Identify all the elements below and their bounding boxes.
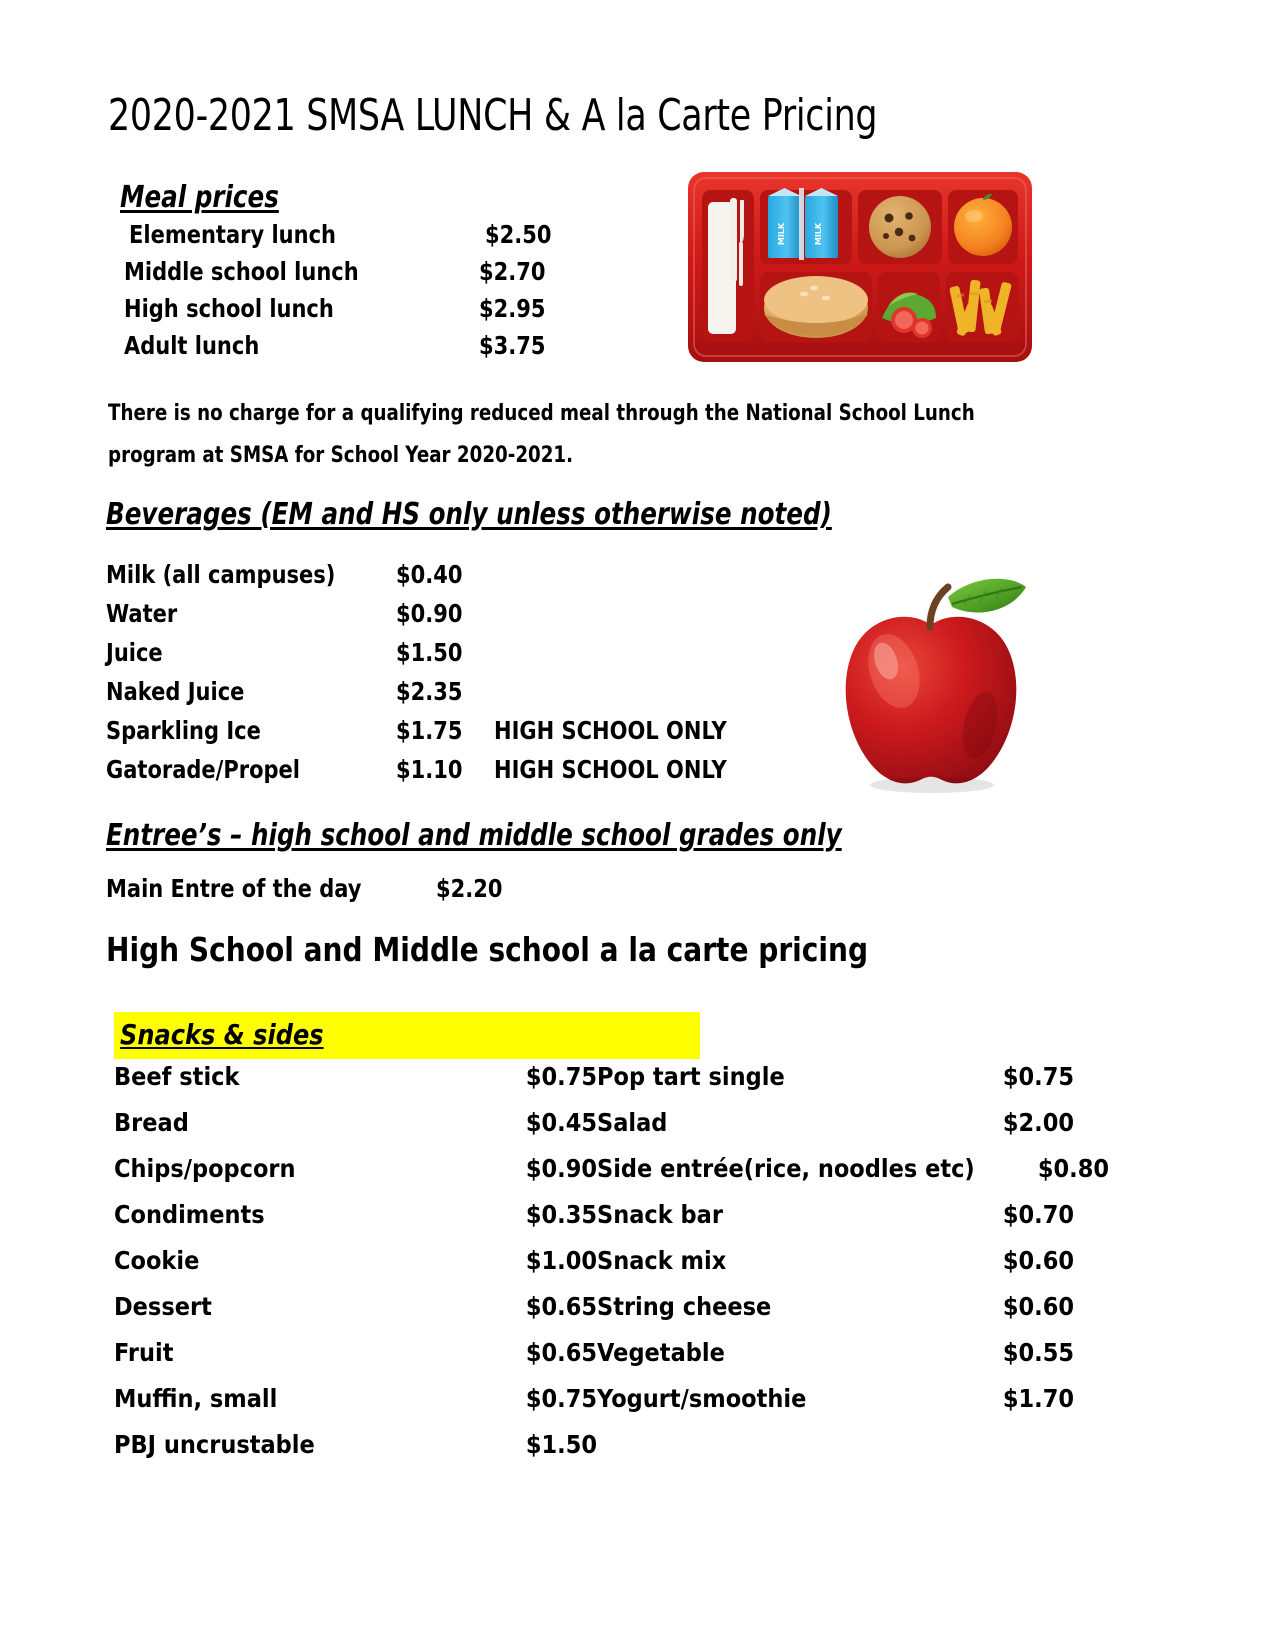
beverage-row [106,599,906,638]
snack-item-left [114,1430,597,1459]
beverage-row [106,677,906,716]
beverage-label: Naked Juice [106,677,245,706]
entree-label: Main Entre of the day [106,874,362,903]
beverage-note: HIGH SCHOOL ONLY [494,716,727,745]
beverage-row [106,638,906,677]
snack-label: Dessert [114,1292,212,1321]
lunch-tray-photo [686,168,1034,366]
snack-item-right [597,1292,1074,1321]
entree-row [106,874,515,903]
snack-price: $0.75 [1002,1062,1074,1091]
meal-price-row [124,331,594,368]
snack-price: $0.60 [1002,1292,1074,1321]
snack-item-right [597,1246,1074,1275]
table-row [114,1246,1074,1292]
snack-label: Muffin, small [114,1384,278,1413]
snack-label: Condiments [114,1200,265,1229]
beverage-label: Gatorade/Propel [106,755,301,784]
snack-label: Bread [114,1108,189,1137]
snack-item-left [114,1338,597,1367]
beverage-price: $1.50 [396,638,463,667]
svg-text:MILK: MILK [814,222,823,246]
snack-label: Snack bar [597,1200,723,1229]
snack-label: PBJ uncrustable [114,1430,315,1459]
section-heading-entrees: Entree’s – high school and middle school grades only [106,818,842,853]
snack-item-right [597,1338,1074,1367]
snack-label: String cheese [597,1292,772,1321]
table-row [114,1384,1074,1430]
snack-item-right [597,1154,1109,1183]
beverage-label: Milk (all campuses) [106,560,336,589]
beverage-price: $0.90 [396,599,463,628]
snack-label: Beef stick [114,1062,240,1091]
meal-price-value: $3.75 [479,331,546,360]
snack-item-right [597,1108,1074,1137]
section-heading-meal-prices: Meal prices [120,180,279,215]
entree-price: $2.20 [436,874,503,903]
snack-item-left [114,1292,597,1321]
meal-price-value: $2.50 [485,220,552,249]
snack-price: $0.90 [525,1154,597,1183]
table-row [114,1292,1074,1338]
meal-price-label: High school lunch [124,294,334,323]
snack-price: $0.55 [1002,1338,1074,1367]
table-row [114,1338,1074,1384]
section-heading-beverages: Beverages (EM and HS only unless otherwise noted) [106,497,832,532]
reduced-meal-notice [108,393,1083,477]
snack-item-left [114,1062,597,1091]
beverage-row [106,755,906,794]
meal-price-row [124,220,594,257]
section-heading-alacarte: High School and Middle school a la carte pricing [106,930,869,969]
snack-item-left [114,1108,597,1137]
notice-line-1: There is no charge for a qualifying reduced meal through the National School Lunch [108,401,975,426]
snack-label: Side entrée(rice, noodles etc) [597,1154,975,1183]
beverage-row [106,716,906,755]
snack-label: Yogurt/smoothie [597,1384,807,1413]
beverage-label: Juice [106,638,163,667]
snack-item-right [597,1384,1074,1413]
beverage-note: HIGH SCHOOL ONLY [494,755,727,784]
meal-price-value: $2.70 [479,257,546,286]
snack-price: $0.60 [1002,1246,1074,1275]
meal-price-row [124,294,594,331]
meal-price-label: Elementary lunch [129,220,336,249]
snack-price: $0.80 [1037,1154,1109,1183]
meal-price-label: Middle school lunch [124,257,359,286]
apple-photo [812,575,1044,797]
beverage-price: $2.35 [396,677,463,706]
svg-text:MILK: MILK [777,222,786,246]
notice-line-2: program at SMSA for School Year 2020-2021. [108,443,574,468]
section-heading-snacks-sides [114,1012,700,1059]
snack-item-left [114,1200,597,1229]
meal-price-label: Adult lunch [124,331,260,360]
table-row [114,1154,1109,1200]
table-row [114,1200,1074,1246]
meal-price-value: $2.95 [479,294,546,323]
snack-label: Snack mix [597,1246,727,1275]
snack-label: Pop tart single [597,1062,785,1091]
beverage-price: $0.40 [396,560,463,589]
table-row [114,1108,1074,1154]
snacks-sides-label: Snacks & sides [120,1018,324,1051]
beverages-list [106,560,906,794]
snack-price: $0.65 [525,1292,597,1321]
meal-prices-list [124,220,594,368]
beverage-price: $1.10 [396,755,463,784]
beverage-price: $1.75 [396,716,463,745]
snack-item-left [114,1384,597,1413]
snack-price: $0.45 [525,1108,597,1137]
meal-price-row [124,257,594,294]
snack-price: $0.75 [525,1062,597,1091]
beverage-label: Water [106,599,178,628]
snacks-and-sides-table [114,1062,1109,1476]
beverage-label: Sparkling Ice [106,716,261,745]
snack-price: $0.75 [525,1384,597,1413]
snack-price: $0.65 [525,1338,597,1367]
snack-price: $0.70 [1002,1200,1074,1229]
snack-label: Salad [597,1108,668,1137]
beverage-row [106,560,906,599]
snack-label: Fruit [114,1338,174,1367]
snack-price: $1.50 [525,1430,597,1459]
snack-item-right [597,1200,1074,1229]
table-row [114,1062,1074,1108]
snack-label: Cookie [114,1246,200,1275]
page-title: 2020-2021 SMSA LUNCH & A la Carte Pricing [108,90,878,141]
snack-item-left [114,1246,597,1275]
snack-price: $1.00 [525,1246,597,1275]
snack-price: $0.35 [525,1200,597,1229]
snack-label: Chips/popcorn [114,1154,296,1183]
snack-label: Vegetable [597,1338,725,1367]
snack-item-right [597,1062,1074,1091]
table-row [114,1430,1074,1476]
snack-item-left [114,1154,597,1183]
snack-price: $1.70 [1002,1384,1074,1413]
snack-price: $2.00 [1002,1108,1074,1137]
